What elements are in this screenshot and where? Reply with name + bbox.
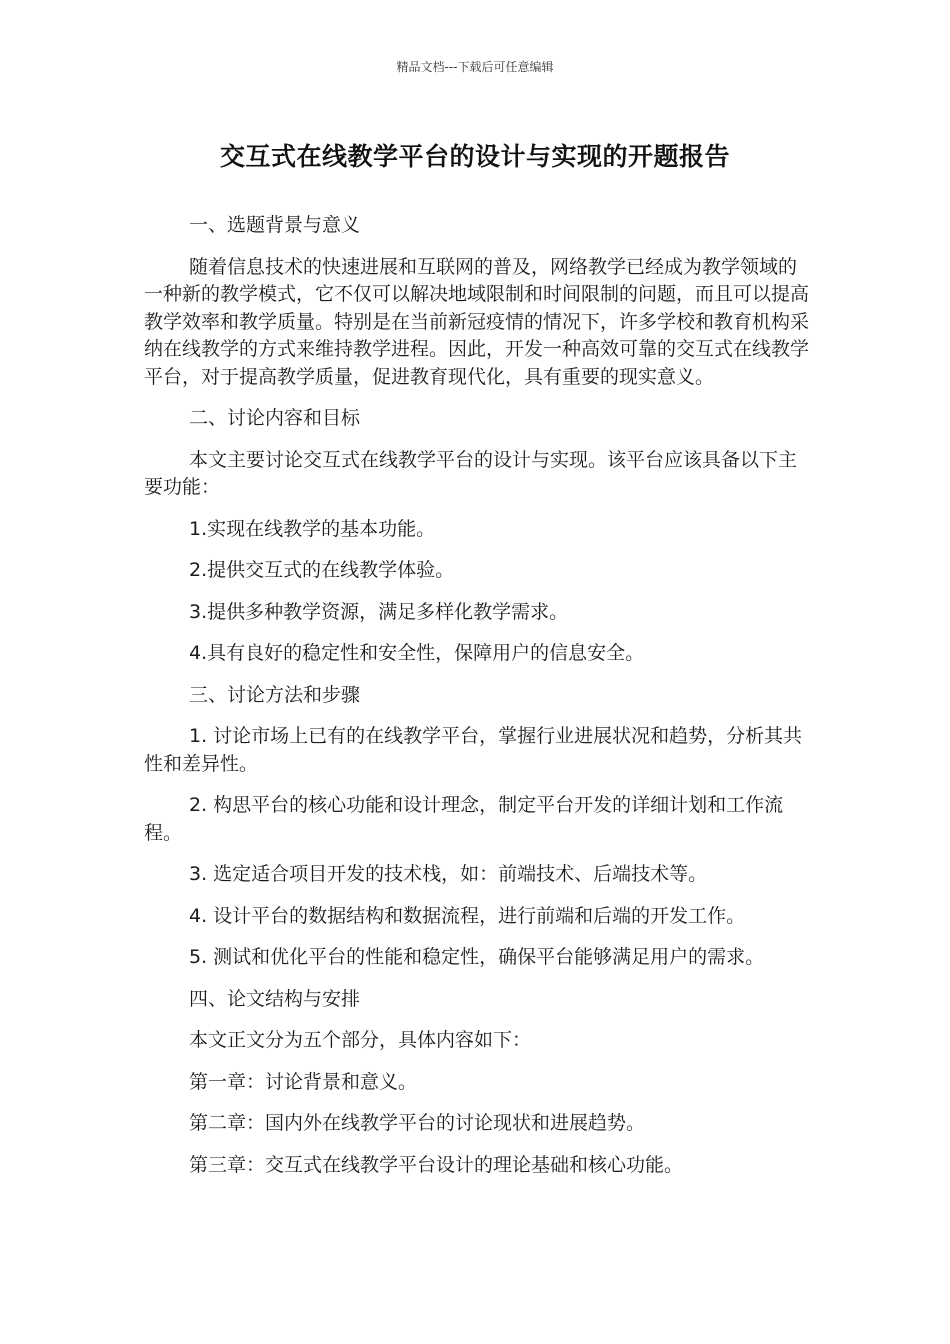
list-item: 第二章：国内外在线教学平台的讨论现状和进展趋势。: [189, 1112, 646, 1134]
list-item: 第一章：讨论背景和意义。: [189, 1070, 418, 1093]
section-heading-3: 三、讨论方法和步骤: [189, 683, 361, 706]
list-item: 3.提供多种教学资源，满足多样化教学需求。: [189, 600, 569, 623]
document-title: 交互式在线教学平台的设计与实现的开题报告: [219, 142, 730, 171]
section-heading-2: 二、讨论内容和目标: [189, 407, 361, 429]
header-note: 精品文档---下载后可任意编辑: [396, 60, 554, 74]
section-heading-1: 一、选题背景与意义: [189, 214, 361, 236]
list-item: 5. 测试和优化平台的性能和稳定性，确保平台能够满足用户的需求。: [189, 946, 765, 968]
document-body: [144, 212, 812, 1193]
paragraph-background: 随着信息技术的快速进展和互联网的普及，网络教学已经成为教学领域的一种新的教学模式，它不仅可以解决地域限制和时间限制的问题，而且可以提高教学效率和教学质量。特别是在当前新冠疫情的情况下，许多学校和教育机构采纳在线教学的方式来维持教学进程。因此，开发一种高效可靠的交互式在线教学平台，对于提高教学质量，促进教育现代化，具有重要的现实意义。: [144, 255, 810, 388]
list-item: 第三章：交互式在线教学平台设计的理论基础和核心功能。: [189, 1153, 684, 1176]
list-item: 1. 讨论市场上已有的在线教学平台，掌握行业进展状况和趋势，分析其共性和差异性。: [144, 725, 803, 775]
paragraph-content-intro: 本文主要讨论交互式在线教学平台的设计与实现。该平台应该具备以下主要功能：: [144, 448, 798, 498]
list-item: 2.提供交互式的在线教学体验。: [189, 559, 455, 581]
section-heading-4: 四、论文结构与安排: [189, 987, 361, 1010]
paragraph-structure-intro: 本文正文分为五个部分，具体内容如下：: [189, 1029, 532, 1051]
list-item: 4. 设计平台的数据结构和数据流程，进行前端和后端的开发工作。: [189, 904, 746, 927]
list-item: 3. 选定适合项目开发的技术栈，如：前端技术、后端技术等。: [189, 863, 708, 885]
list-item: 2. 构思平台的核心功能和设计理念，制定平台开发的详细计划和工作流程。: [144, 794, 784, 844]
list-item: 4.具有良好的稳定性和安全性，保障用户的信息安全。: [189, 642, 645, 664]
list-item: 1.实现在线教学的基本功能。: [189, 517, 436, 540]
